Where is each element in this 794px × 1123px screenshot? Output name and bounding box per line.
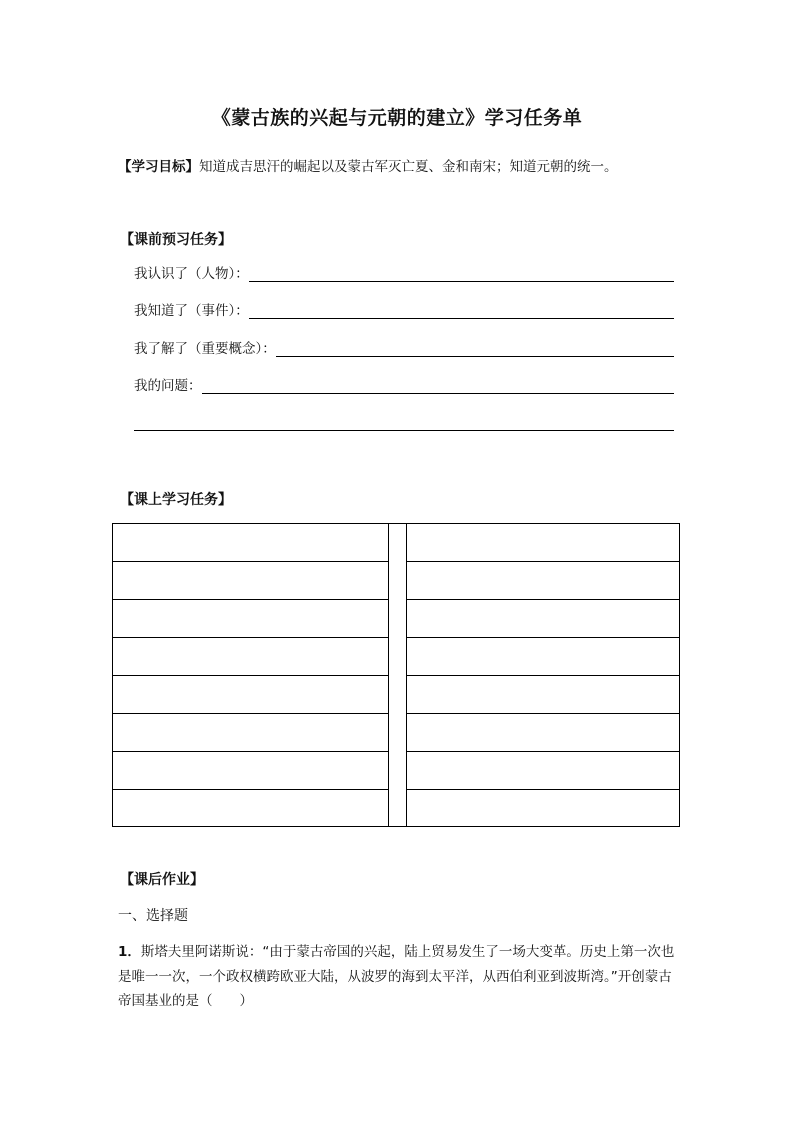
answer-line-extra[interactable] — [134, 430, 674, 431]
learning-goal-header: 【学习目标】 — [118, 159, 199, 175]
table-cell[interactable] — [407, 714, 680, 752]
preview-section-header: 【课前预习任务】 — [120, 232, 232, 248]
table-cell[interactable] — [407, 600, 680, 638]
table-cell[interactable] — [113, 638, 388, 676]
document-title: 《蒙古族的兴起与元朝的建立》学习任务单 — [211, 107, 583, 129]
learning-goal-text: 知道成吉思汗的崛起以及蒙古军灭亡夏、金和南宋；知道元朝的统一。 — [199, 159, 618, 175]
answer-line-question[interactable] — [202, 392, 675, 394]
question-text: 斯塔夫里阿诺斯说：“由于蒙古帝国的兴起，陆上贸易发生了一场大变革。历史上第一次也是唯一一次，一个政权横跨欧亚大陆，从波罗的海到太平洋，从西伯利亚到波斯湾。”开创蒙古帝国基业的是（ ） — [118, 944, 675, 1009]
table-cell[interactable] — [407, 638, 680, 676]
table-divider-column — [388, 524, 407, 826]
answer-line-event[interactable] — [249, 317, 674, 319]
table-cell[interactable] — [113, 752, 388, 790]
table-cell[interactable] — [407, 562, 680, 600]
table-cell[interactable] — [113, 790, 388, 828]
table-cell[interactable] — [407, 524, 680, 562]
table-cell[interactable] — [407, 676, 680, 714]
question-number: 1． — [118, 944, 141, 960]
answer-line-person[interactable] — [249, 280, 674, 282]
table-cell[interactable] — [113, 524, 388, 562]
table-right-column — [407, 524, 680, 826]
preview-label-concept: 我了解了（重要概念）： — [134, 341, 276, 357]
preview-row-concept — [134, 337, 674, 359]
answer-line-concept[interactable] — [276, 355, 674, 357]
preview-row-person — [134, 262, 674, 284]
preview-label-event: 我知道了（事件）： — [134, 303, 249, 319]
table-cell[interactable] — [113, 676, 388, 714]
learning-goal — [118, 155, 618, 175]
table-cell[interactable] — [407, 752, 680, 790]
in-class-task-table — [112, 523, 680, 827]
table-cell[interactable] — [113, 600, 388, 638]
preview-row-event — [134, 299, 674, 321]
question-1 — [118, 940, 678, 1014]
preview-row-question — [134, 374, 674, 396]
table-cell[interactable] — [407, 790, 680, 828]
choice-section-header: 一、选择题 — [118, 908, 188, 924]
preview-label-person: 我认识了（人物）： — [134, 266, 249, 282]
table-left-column — [113, 524, 388, 826]
table-cell[interactable] — [113, 714, 388, 752]
preview-label-question: 我的问题： — [134, 378, 202, 394]
homework-section-header: 【课后作业】 — [120, 872, 204, 888]
in-class-section-header: 【课上学习任务】 — [120, 492, 232, 508]
table-cell[interactable] — [113, 562, 388, 600]
